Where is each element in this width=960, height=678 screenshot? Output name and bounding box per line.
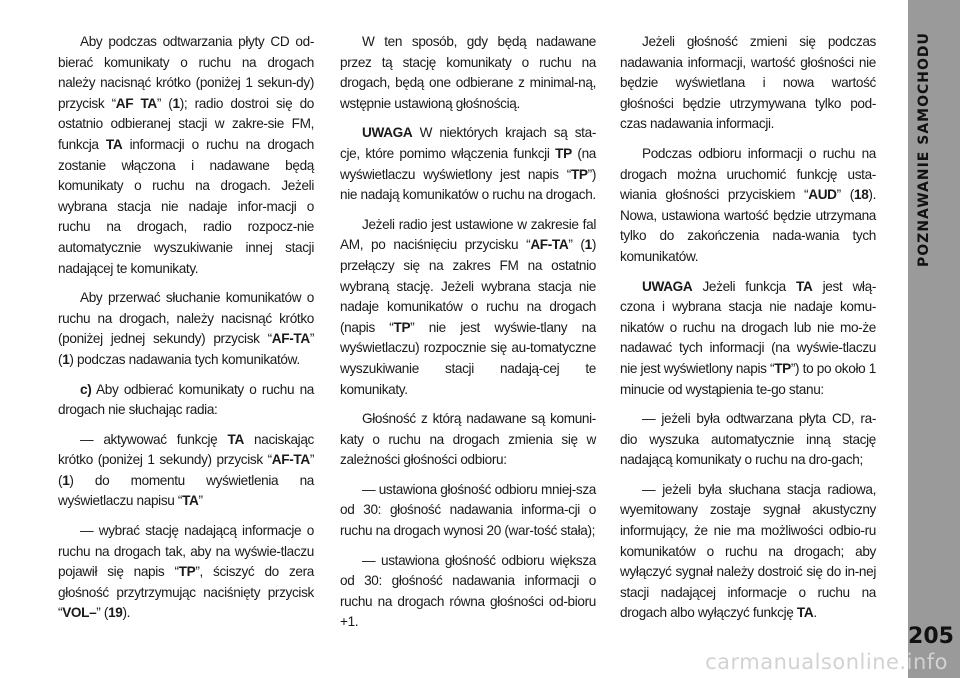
page-number: 205 — [908, 624, 954, 649]
section-sidebar — [908, 0, 960, 678]
list-item: — wybrać stację nadającą informacje o ruchu na drogach tak, aby na wyświe-tlaczu pojawił się napis “TP”, ściszyć do zera głośność przytrzymując naciśnięty przycisk “VOL–” (19). — [58, 523, 315, 621]
list-item: — aktywować funkcję TA naciskając krótko (poniżej 1 sekundy) przycisk “AF-TA” (1) do momentu wyświetlenia na wyświetlaczu napisu “TA” — [58, 431, 314, 509]
list-item: — ustawiona głośność odbioru większa od 30: głośność nadawania informacji o ruchu na drogach równa głośności od-bioru +1. — [340, 552, 596, 630]
watermark: carmanualsonline.info — [705, 650, 948, 674]
paragraph: Aby przerwać słuchanie komunikatów o ruchu na drogach, należy nacisnąć krótko (poniżej jednej sekundy) przycisk “AF-TA” (1) podczas nadawania tych komunikatów. — [58, 290, 314, 367]
paragraph: Podczas odbioru informacji o ruchu na drogach można uruchomić funkcję usta-wiania głośności przyciskiem “AUD” (18). Nowa, ustawiona wartość będzie utrzymana tylko do zakończenia nada-wania tych komunikatów. — [620, 145, 877, 264]
section-title: POZNAWANIE SAMOCHODU — [916, 32, 932, 268]
paragraph: Jeżeli radio jest ustawione w zakresie fal AM, po naciśnięciu przycisku “AF-TA” (1) przełączy się na zakres FM na ostatnio wybraną stację. Jeżeli wybrana stacja nie nadaje komunikatów o ruchu na drogach (napis “TP” nie jest wyświe-tlany na wyświetlaczu) rozpocznie się au-tomatyczne wyszukiwanie stacji nadają-cej te komunikaty. — [340, 216, 597, 397]
paragraph: c) Aby odbierać komunikaty o ruchu na drogach nie słuchając radia: — [58, 381, 314, 418]
note-paragraph: UWAGA Jeżeli funkcja TA jest włą-czona i wybrana stacja nie nadaje komu-nikatów o ruchu na drogach lub nie mo-że nadawać tych informacji (na wyświe-tlaczu nie jest wyświetlony napis “TP”) to po około 1 minucie od wystąpienia te-go stanu: — [620, 278, 876, 397]
list-item: — ustawiona głośność odbioru mniej-sza od 30: głośność nadawania informa-cji o ruchu na drogach wynosi 20 (war-tość stała); — [340, 481, 596, 539]
paragraph: Aby podczas odtwarzania płyty CD od-bierać komunikaty o ruchu na drogach należy nacisnąć krótko (poniżej 1 sekun-dy) przycisk “AF TA” (1); radio dostroi się do ostatnio odbieranej stacji w zakre-sie FM, funkcja TA informacji o ruchu na drogach zostanie włączona i nadawane będą komunikaty o ruchu na drogach. Jeżeli wybrana stacja nie nadaje infor-macji o ruchu na drogach, radio rozpocz-nie automatycznie wyszukiwanie innej stacji nadającej te komunikaty. — [58, 34, 314, 276]
list-item: — jeżeli była słuchana stacja radiowa, wyemitowany zostaje sygnał akustyczny informujący, że nie ma możliwości odbio-ru komunikatów o ruchu na drogach; aby wyłączyć sygnał należy dostroić się do in-nej stacji nadającej informacje o ruchu na drogach albo wyłączyć funkcję TA. — [620, 481, 876, 621]
text-column-2 — [340, 32, 596, 642]
paragraph: W ten sposób, gdy będą nadawane przez tą stację komunikaty o ruchu na drogach, będą one odbierane z minimal-ną, wstępnie ustawioną głośnością. — [340, 34, 596, 111]
paragraph: Jeżeli głośność zmieni się podczas nadawania informacji, wartość głośności nie będzie wyświetlana i nowa wartość głośności będzie utrzymywana tylko pod-czas nadawania informacji. — [620, 34, 876, 132]
list-item: — jeżeli była odtwarzana płyta CD, ra-dio wyszuka automatycznie inną stację nadającą komunikaty o ruchu na dro-gach; — [620, 411, 876, 468]
text-column-1 — [58, 32, 314, 633]
paragraph: Głośność z którą nadawane są komuni-katy o ruchu na drogach zmienia się w zależności głośności odbioru: — [340, 411, 596, 468]
note-paragraph: UWAGA W niektórych krajach są sta-cje, które pomimo włączenia funkcji TP (na wyświetlaczu wyświetlony jest napis “TP”) nie nadają komunikatów o ruchu na drogach. — [340, 125, 596, 203]
text-column-3 — [620, 32, 876, 633]
